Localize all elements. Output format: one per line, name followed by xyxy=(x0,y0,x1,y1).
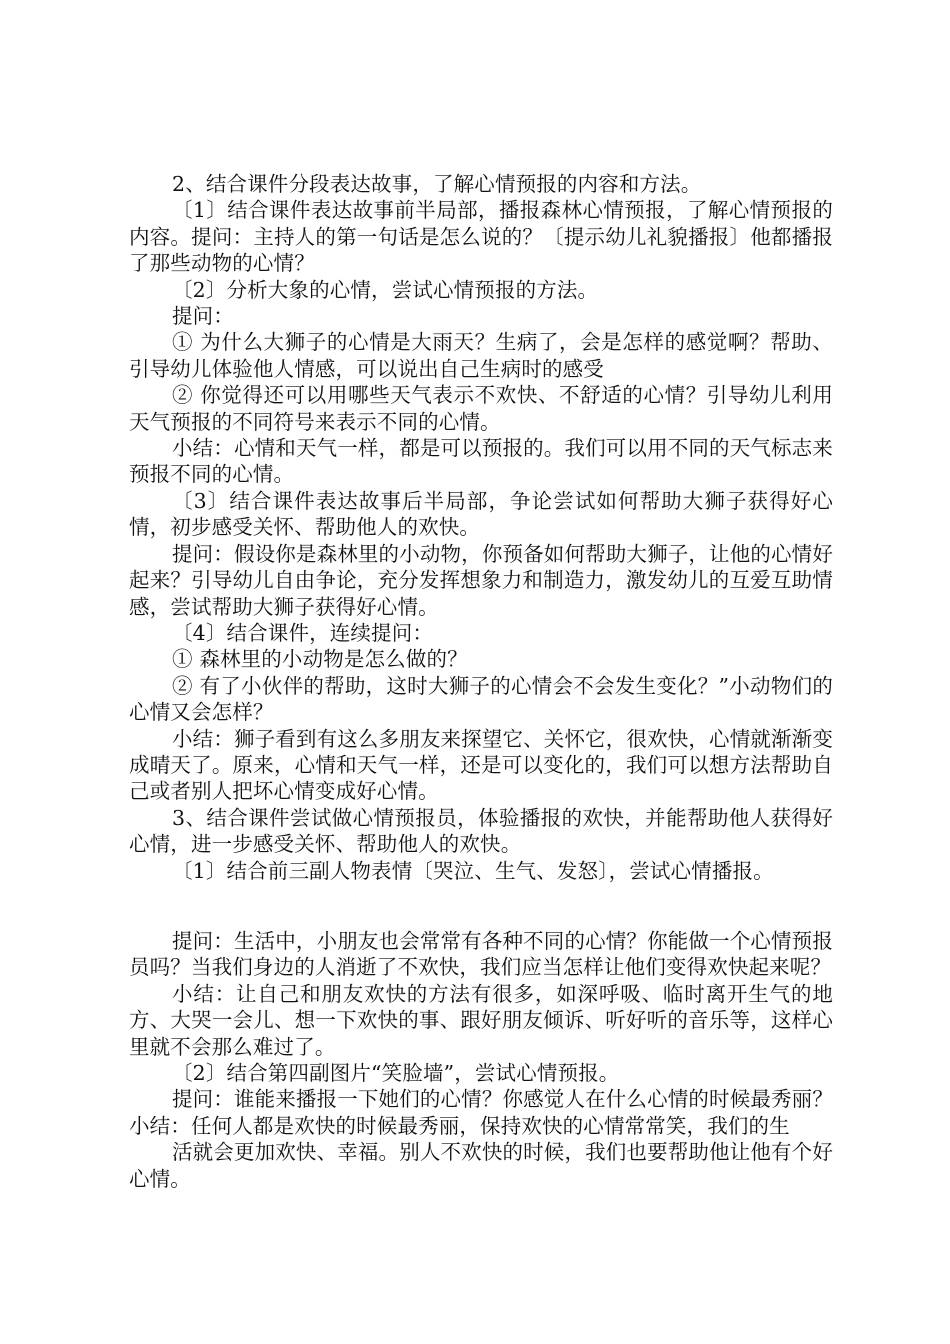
paragraph-step-2-4: 〔4〕结合课件，连续提问： xyxy=(172,620,433,645)
blank-line xyxy=(129,884,833,928)
paragraph-step-3-2: 〔2〕结合第四副图片“笑脸墙”，尝试心情预报。 xyxy=(172,1061,620,1085)
paragraph-conclusion: 活就会更加欢快、幸福。别人不欢快的时候，我们也要帮助他让他有个好心情。 xyxy=(129,1140,833,1191)
paragraph-question-4: ① 森林里的小动物是怎么做的？ xyxy=(172,647,468,672)
paragraph-question-7: 提问：谁能来播报一下她们的心情？你感觉人在什么心情的时候最秀丽？小结：任何人都是欢快的时候最秀丽，保持欢快的心情常常笑，我们的生 xyxy=(129,1087,833,1138)
paragraph-question-1: ① 为什么大狮子的心情是大雨天？生病了，会是怎样的感觉啊？帮助、引导幼儿体验他人情感，可以说出自己生病时的感受 xyxy=(129,330,833,381)
paragraph-step-3-1: 〔1〕结合前三副人物表情〔哭泣、生气、发怒〕，尝试心情播报。 xyxy=(172,858,774,883)
paragraph-question-3: 提问：假设你是森林里的小动物，你预备如何帮助大狮子，让他的心情好起来？引导幼儿自由争论，充分发挥想象力和制造力，激发幼儿的互爱互助情感，尝试帮助大狮子获得好心情。 xyxy=(129,541,833,619)
paragraph-step-2-3: 〔3〕结合课件表达故事后半局部，争论尝试如何帮助大狮子获得好心情，初步感受关怀、帮助他人的欢快。 xyxy=(129,488,833,540)
paragraph-step-2: 2、结合课件分段表达故事，了解心情预报的内容和方法。 xyxy=(172,172,702,196)
paragraph-step-3: 3、结合课件尝试做心情预报员，体验播报的欢快，并能帮助他人获得好心情，进一步感受关怀、帮助他人的欢快。 xyxy=(129,805,833,857)
document-body xyxy=(129,171,833,1192)
paragraph-question-6: 提问：生活中，小朋友也会常常有各种不同的心情？你能做一个心情预报员吗？当我们身边的人消逝了不欢快，我们应当怎样让他们变得欢快起来呢？ xyxy=(129,928,833,980)
paragraph-question-5: ② 有了小伙伴的帮助，这时大狮子的心情会不会发生变化？”小动物们的心情又会怎样？ xyxy=(129,673,833,725)
paragraph-question-2: ② 你觉得还可以用哪些天气表示不欢快、不舒适的心情？引导幼儿利用天气预报的不同符号来表示不同的心情。 xyxy=(129,383,833,434)
paragraph-question-label: 提问： xyxy=(172,304,234,329)
paragraph-summary-1: 小结：心情和天气一样，都是可以预报的。我们可以用不同的天气标志来预报不同的心情。 xyxy=(129,436,833,487)
paragraph-step-2-1: 〔1〕结合课件表达故事前半局部，播报森林心情预报，了解心情预报的内容。提问：主持人的第一句话是怎么说的？〔提示幼儿礼貌播报〕他都播报了那些动物的心情？ xyxy=(129,198,833,276)
paragraph-summary-2: 小结：狮子看到有这么多朋友来探望它、关怀它，很欢快，心情就渐渐变成晴天了。原来，心情和天气一样，还是可以变化的，我们可以想方法帮助自己或者别人把坏心情变成好心情。 xyxy=(129,726,833,804)
paragraph-step-2-2: 〔2〕分析大象的心情，尝试心情预报的方法。 xyxy=(172,277,599,302)
paragraph-summary-3: 小结：让自己和朋友欢快的方法有很多，如深呼吸、临时离开生气的地方、大哭一会儿、想一下欢快的事、跟好朋友倾诉、听好听的音乐等，这样心里就不会那么难过了。 xyxy=(129,981,833,1059)
